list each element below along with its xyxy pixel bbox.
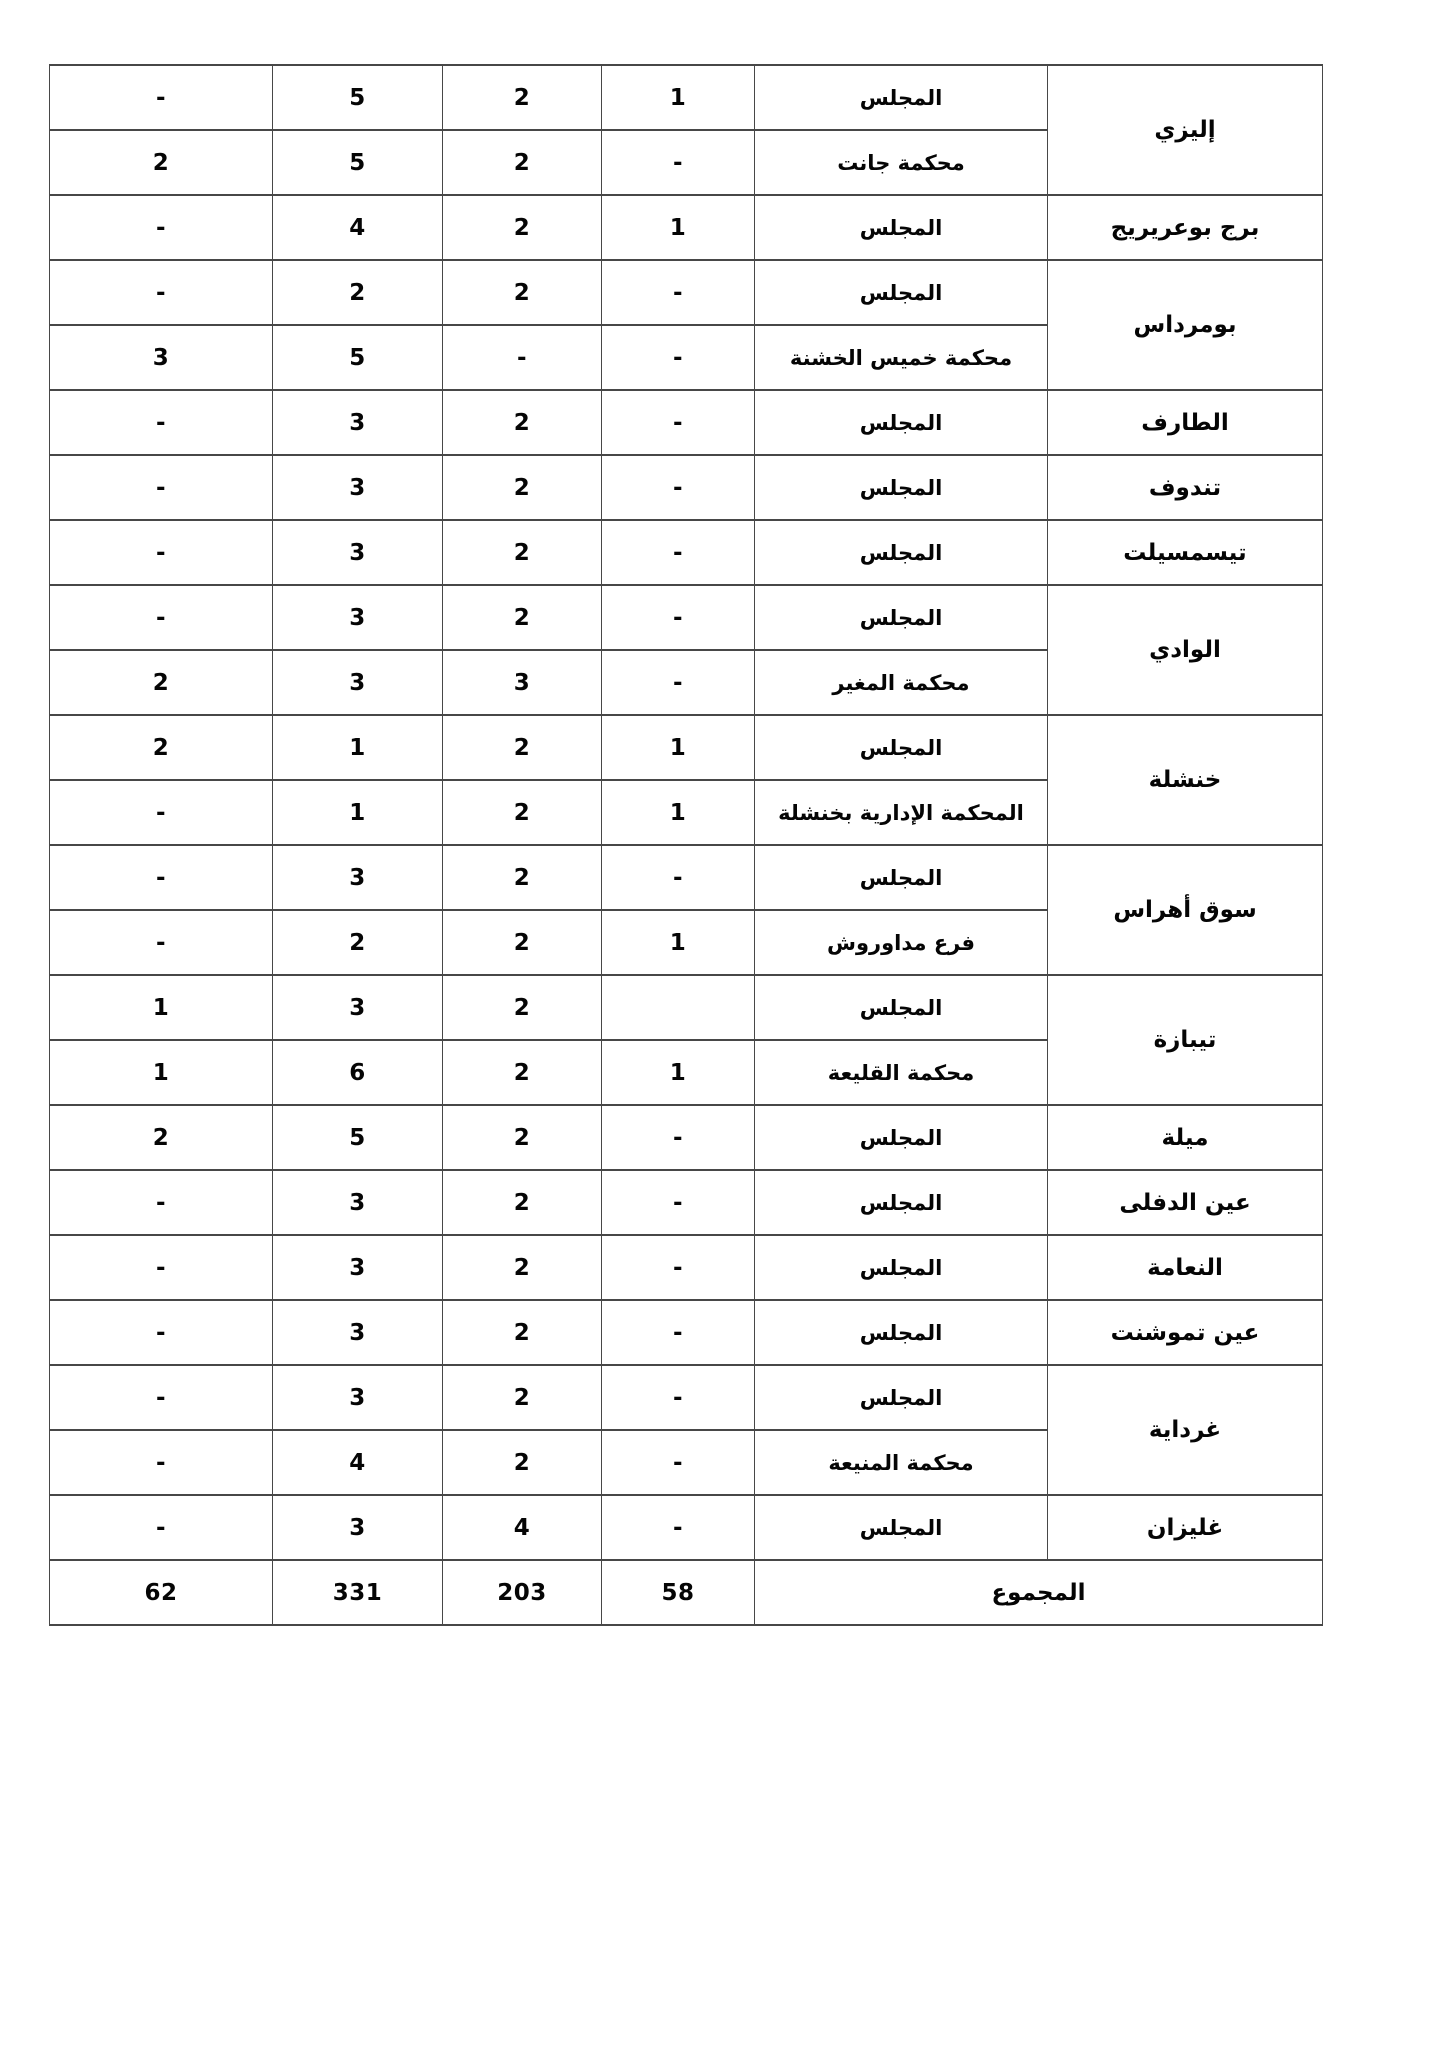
value-cell: 2 (50, 650, 273, 715)
value-cell: 2 (443, 780, 602, 845)
value-cell: 2 (443, 975, 602, 1040)
court-cell: المجلس (755, 1105, 1048, 1170)
court-cell: محكمة القليعة (755, 1040, 1048, 1105)
value-cell: 2 (443, 1040, 602, 1105)
court-cell: المجلس (755, 520, 1048, 585)
total-value-cell: 203 (443, 1560, 602, 1625)
value-cell: 4 (273, 195, 443, 260)
value-cell: 2 (50, 130, 273, 195)
total-value-cell: 58 (602, 1560, 755, 1625)
court-cell: المجلس (755, 1235, 1048, 1300)
value-cell: 2 (443, 260, 602, 325)
value-cell: 3 (273, 455, 443, 520)
value-cell: - (602, 390, 755, 455)
value-cell: 5 (273, 325, 443, 390)
court-cell: المحكمة الإدارية بخنشلة (755, 780, 1048, 845)
value-cell: - (602, 260, 755, 325)
value-cell: - (50, 585, 273, 650)
value-cell: 2 (443, 65, 602, 130)
value-cell: - (50, 260, 273, 325)
value-cell: 4 (443, 1495, 602, 1560)
court-cell: المجلس (755, 845, 1048, 910)
value-cell: 2 (443, 130, 602, 195)
value-cell: - (602, 845, 755, 910)
value-cell: - (50, 1300, 273, 1365)
value-cell: - (602, 585, 755, 650)
court-cell: المجلس (755, 1365, 1048, 1430)
court-cell: المجلس (755, 1300, 1048, 1365)
value-cell: 5 (273, 1105, 443, 1170)
court-cell: المجلس (755, 1495, 1048, 1560)
value-cell (602, 975, 755, 1040)
value-cell: - (50, 1365, 273, 1430)
value-cell: 3 (273, 520, 443, 585)
region-cell: عين تموشنت (1048, 1300, 1323, 1365)
value-cell: - (50, 65, 273, 130)
region-cell: غليزان (1048, 1495, 1323, 1560)
region-cell: الطارف (1048, 390, 1323, 455)
value-cell: - (602, 1365, 755, 1430)
value-cell: 2 (443, 585, 602, 650)
value-cell: 3 (273, 1365, 443, 1430)
value-cell: 1 (602, 780, 755, 845)
value-cell: - (602, 650, 755, 715)
value-cell: 4 (273, 1430, 443, 1495)
value-cell: - (50, 390, 273, 455)
value-cell: 3 (273, 845, 443, 910)
value-cell: - (602, 520, 755, 585)
region-cell: بومرداس (1048, 260, 1323, 390)
region-cell: تيبازة (1048, 975, 1323, 1105)
value-cell: 1 (602, 910, 755, 975)
court-cell: فرع مداوروش (755, 910, 1048, 975)
court-cell: المجلس (755, 585, 1048, 650)
value-cell: 3 (50, 325, 273, 390)
value-cell: - (50, 780, 273, 845)
court-cell: المجلس (755, 195, 1048, 260)
value-cell: - (50, 845, 273, 910)
value-cell: - (602, 1235, 755, 1300)
value-cell: 2 (273, 260, 443, 325)
table-row (50, 585, 1323, 650)
region-cell: غرداية (1048, 1365, 1323, 1495)
value-cell: 2 (443, 390, 602, 455)
table-row (50, 1235, 1323, 1300)
value-cell: - (50, 910, 273, 975)
value-cell: 1 (602, 1040, 755, 1105)
table-row (50, 845, 1323, 910)
region-cell: إليزي (1048, 65, 1323, 195)
value-cell: 3 (273, 975, 443, 1040)
value-cell: - (50, 1235, 273, 1300)
value-cell: - (602, 1430, 755, 1495)
table-row (50, 65, 1323, 130)
table-row (50, 520, 1323, 585)
value-cell: 3 (273, 650, 443, 715)
value-cell: 2 (273, 910, 443, 975)
value-cell: - (602, 1495, 755, 1560)
total-value-cell: 331 (273, 1560, 443, 1625)
total-row (50, 1560, 1323, 1625)
courts-table (49, 64, 1323, 1626)
court-cell: المجلس (755, 715, 1048, 780)
value-cell: 1 (602, 195, 755, 260)
value-cell: 2 (443, 1300, 602, 1365)
value-cell: - (602, 455, 755, 520)
value-cell: 2 (443, 1235, 602, 1300)
region-cell: برج بوعريريج (1048, 195, 1323, 260)
value-cell: 6 (273, 1040, 443, 1105)
value-cell: 2 (50, 1105, 273, 1170)
court-cell: المجلس (755, 975, 1048, 1040)
value-cell: 2 (443, 1170, 602, 1235)
value-cell: 1 (273, 780, 443, 845)
value-cell: - (602, 1300, 755, 1365)
value-cell: 2 (443, 195, 602, 260)
value-cell: 2 (443, 455, 602, 520)
value-cell: 5 (273, 65, 443, 130)
court-cell: محكمة المغير (755, 650, 1048, 715)
value-cell: - (50, 1495, 273, 1560)
court-cell: محكمة خميس الخشنة (755, 325, 1048, 390)
value-cell: - (50, 1430, 273, 1495)
table-row (50, 975, 1323, 1040)
court-cell: المجلس (755, 260, 1048, 325)
value-cell: 1 (50, 975, 273, 1040)
value-cell: 3 (273, 1170, 443, 1235)
total-value-cell: 62 (50, 1560, 273, 1625)
value-cell: 2 (443, 910, 602, 975)
value-cell: - (50, 1170, 273, 1235)
value-cell: 1 (602, 715, 755, 780)
value-cell: 2 (443, 1430, 602, 1495)
value-cell: 1 (602, 65, 755, 130)
region-cell: سوق أهراس (1048, 845, 1323, 975)
court-cell: محكمة المنيعة (755, 1430, 1048, 1495)
table-row (50, 260, 1323, 325)
value-cell: 2 (50, 715, 273, 780)
value-cell: - (602, 1170, 755, 1235)
value-cell: - (50, 520, 273, 585)
region-cell: ميلة (1048, 1105, 1323, 1170)
value-cell: 3 (273, 1235, 443, 1300)
value-cell: - (602, 1105, 755, 1170)
region-cell: الوادي (1048, 585, 1323, 715)
value-cell: 3 (273, 1495, 443, 1560)
region-cell: خنشلة (1048, 715, 1323, 845)
value-cell: - (443, 325, 602, 390)
table-row (50, 195, 1323, 260)
value-cell: 2 (443, 520, 602, 585)
value-cell: 5 (273, 130, 443, 195)
value-cell: 2 (443, 1105, 602, 1170)
total-label-cell: المجموع (755, 1560, 1323, 1625)
value-cell: 2 (443, 845, 602, 910)
table-row (50, 390, 1323, 455)
value-cell: - (602, 325, 755, 390)
region-cell: تندوف (1048, 455, 1323, 520)
value-cell: 3 (273, 1300, 443, 1365)
value-cell: 3 (443, 650, 602, 715)
table-row (50, 715, 1323, 780)
court-cell: المجلس (755, 455, 1048, 520)
region-cell: النعامة (1048, 1235, 1323, 1300)
court-cell: المجلس (755, 390, 1048, 455)
region-cell: تيسمسيلت (1048, 520, 1323, 585)
value-cell: 3 (273, 390, 443, 455)
court-cell: المجلس (755, 1170, 1048, 1235)
value-cell: - (50, 195, 273, 260)
value-cell: 1 (50, 1040, 273, 1105)
court-cell: المجلس (755, 65, 1048, 130)
table-row (50, 1365, 1323, 1430)
table-row (50, 1300, 1323, 1365)
table-row (50, 1170, 1323, 1235)
court-cell: محكمة جانت (755, 130, 1048, 195)
value-cell: 2 (443, 1365, 602, 1430)
value-cell: 2 (443, 715, 602, 780)
table-row (50, 455, 1323, 520)
table-row (50, 1495, 1323, 1560)
value-cell: 1 (273, 715, 443, 780)
value-cell: 3 (273, 585, 443, 650)
value-cell: - (50, 455, 273, 520)
value-cell: - (602, 130, 755, 195)
table-row (50, 1105, 1323, 1170)
region-cell: عين الدفلى (1048, 1170, 1323, 1235)
